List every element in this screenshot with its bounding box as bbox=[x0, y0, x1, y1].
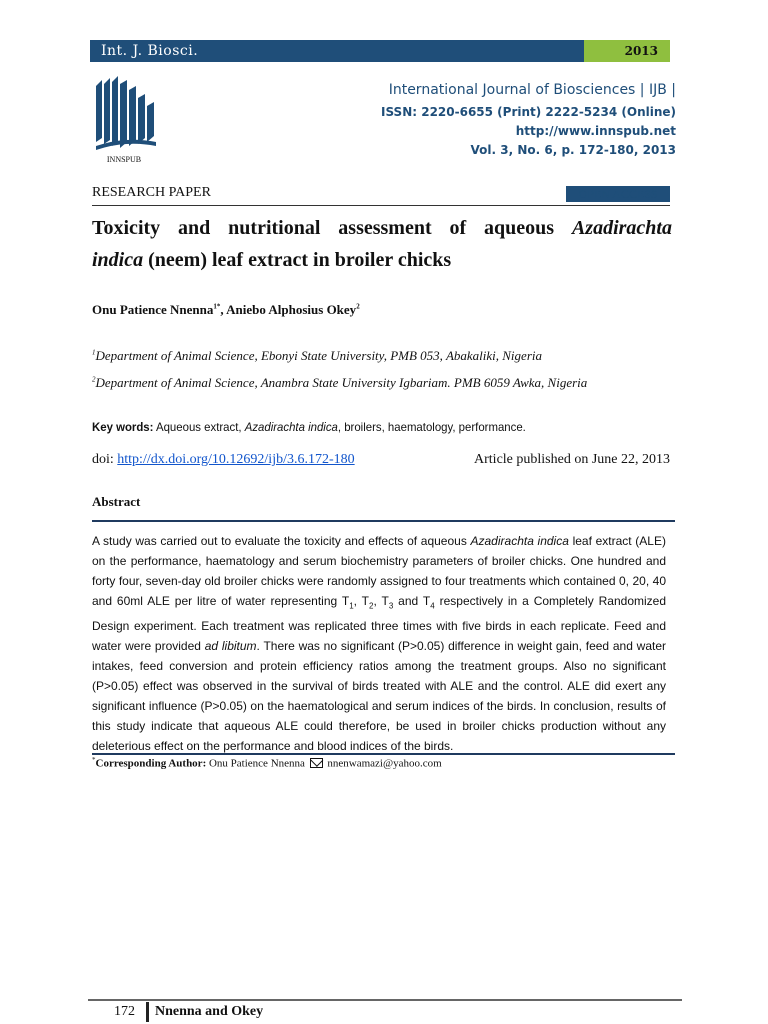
author-sep: , bbox=[220, 302, 227, 317]
paper-type: RESEARCH PAPER bbox=[92, 185, 211, 200]
journal-url[interactable]: http://www.innspub.net bbox=[515, 124, 676, 138]
journal-short-title: Int. J. Biosci. bbox=[101, 43, 199, 59]
affiliation-sup: 2 bbox=[92, 375, 96, 384]
title-part: (neem) leaf extract in broiler chicks bbox=[143, 249, 452, 271]
paper-title bbox=[92, 212, 672, 276]
title-part: Toxicity and nutritional assessment of aqueous bbox=[92, 217, 572, 239]
published-date: Article published on June 22, 2013 bbox=[474, 452, 670, 467]
abstract-text: , T bbox=[353, 594, 369, 608]
affiliation bbox=[92, 375, 587, 391]
envelope-icon bbox=[310, 758, 323, 768]
journal-volume: Vol. 3, No. 6, p. 172-180, 2013 bbox=[470, 143, 676, 157]
abstract-text: A study was carried out to evaluate the toxicity and effects of aqueous bbox=[92, 534, 471, 548]
affiliation bbox=[92, 348, 542, 364]
corresponding-label: Corresponding Author: bbox=[95, 757, 207, 770]
journal-issn: ISSN: 2220-6655 (Print) 2222-5234 (Online) bbox=[380, 105, 676, 119]
doi-line bbox=[92, 452, 355, 468]
abstract-text: , T bbox=[373, 594, 389, 608]
affiliation-sup: 1 bbox=[92, 348, 96, 357]
logo-text: INNSPUB bbox=[106, 155, 142, 164]
book-stack-logo bbox=[94, 76, 158, 166]
footer-bar bbox=[146, 1002, 149, 1022]
abstract-text: leaf extract (ALE) on the performance, haematology and serum biochemistry parameters of broiler chicks. One hundred and forty four, seven-day old broiler chicks were randomly assigned to four treatments which contained 0, 20, 40 and 60ml ALE per litre of water representing T bbox=[92, 534, 666, 608]
header-year: 2013 bbox=[624, 44, 658, 58]
doi-label: doi: bbox=[92, 452, 118, 467]
abstract-text: . There was no significant (P>0.05) difference in weight gain, feed and water intakes, feed conversion and protein efficiency ratios among the treatment groups. Also no significant (P>0.05) effect was observed in the survival of birds treated with ALE and the control. ALE did exert any significant influence (P>0.05) on the haematological and serum indices of the birds. In conclusion, results of this study indicate that aqueous ALE could therefore, be used in broiler chicks production without any deleterious effect on the performance and blood indices of the birds. bbox=[92, 639, 667, 754]
keywords-text: , broilers, haematology, performance. bbox=[337, 420, 526, 434]
page-number: 172 bbox=[114, 1004, 135, 1019]
keywords bbox=[92, 420, 526, 434]
treatment-sub: 3 bbox=[388, 601, 394, 611]
keywords-species: Azadirachta indica bbox=[244, 420, 338, 434]
author-list bbox=[92, 302, 360, 318]
abstract-emphasis: ad libitum bbox=[204, 639, 257, 654]
keywords-text: Aqueous extract, bbox=[153, 420, 245, 434]
treatment-sub: 2 bbox=[369, 601, 374, 611]
abstract-species: Azadirachta indica bbox=[470, 534, 569, 548]
abstract-text: respectively in a Completely Randomized Design experiment. Each treatment was replicated three times with five birds in each replicate. Feed and water were provided bbox=[92, 594, 667, 654]
footer-authors: Nnenna and Okey bbox=[155, 1004, 264, 1019]
abstract-heading: Abstract bbox=[92, 494, 141, 509]
doi-link[interactable]: http://dx.doi.org/10.12692/ijb/3.6.172-180 bbox=[117, 452, 355, 467]
corresponding-star: * bbox=[92, 756, 96, 764]
title-species: Azadirachta bbox=[571, 217, 672, 239]
divider bbox=[92, 753, 675, 755]
journal-name: International Journal of Biosciences | IJB | bbox=[388, 82, 676, 98]
abstract-text: and T bbox=[393, 594, 431, 608]
affiliation-text: Department of Animal Science, Ebonyi State University, PMB 053, Abakaliki, Nigeria bbox=[95, 348, 542, 363]
corresponding-name: Onu Patience Nnenna bbox=[206, 757, 308, 770]
treatment-sub: 4 bbox=[430, 601, 435, 611]
author-sup: 1* bbox=[213, 302, 221, 311]
divider bbox=[92, 520, 675, 522]
author-name: Aniebo Alphosius Okey bbox=[226, 302, 357, 317]
treatment-sub: 1 bbox=[349, 601, 354, 611]
title-species: indica bbox=[92, 249, 144, 271]
affiliation-text: Department of Animal Science, Anambra State University Igbariam. PMB 6059 Awka, Nigeria bbox=[95, 375, 588, 390]
corresponding-email[interactable]: nnenwamazi@yahoo.com bbox=[324, 757, 442, 770]
footer-divider bbox=[88, 999, 682, 1001]
author-sup: 2 bbox=[356, 302, 360, 311]
corresponding-author bbox=[92, 756, 442, 770]
open-access-badge: OPEN ACCESS bbox=[566, 186, 670, 202]
author-name: Onu Patience Nnenna bbox=[92, 302, 214, 317]
abstract-body bbox=[92, 531, 666, 756]
divider bbox=[92, 205, 670, 206]
keywords-label: Key words: bbox=[92, 420, 154, 434]
